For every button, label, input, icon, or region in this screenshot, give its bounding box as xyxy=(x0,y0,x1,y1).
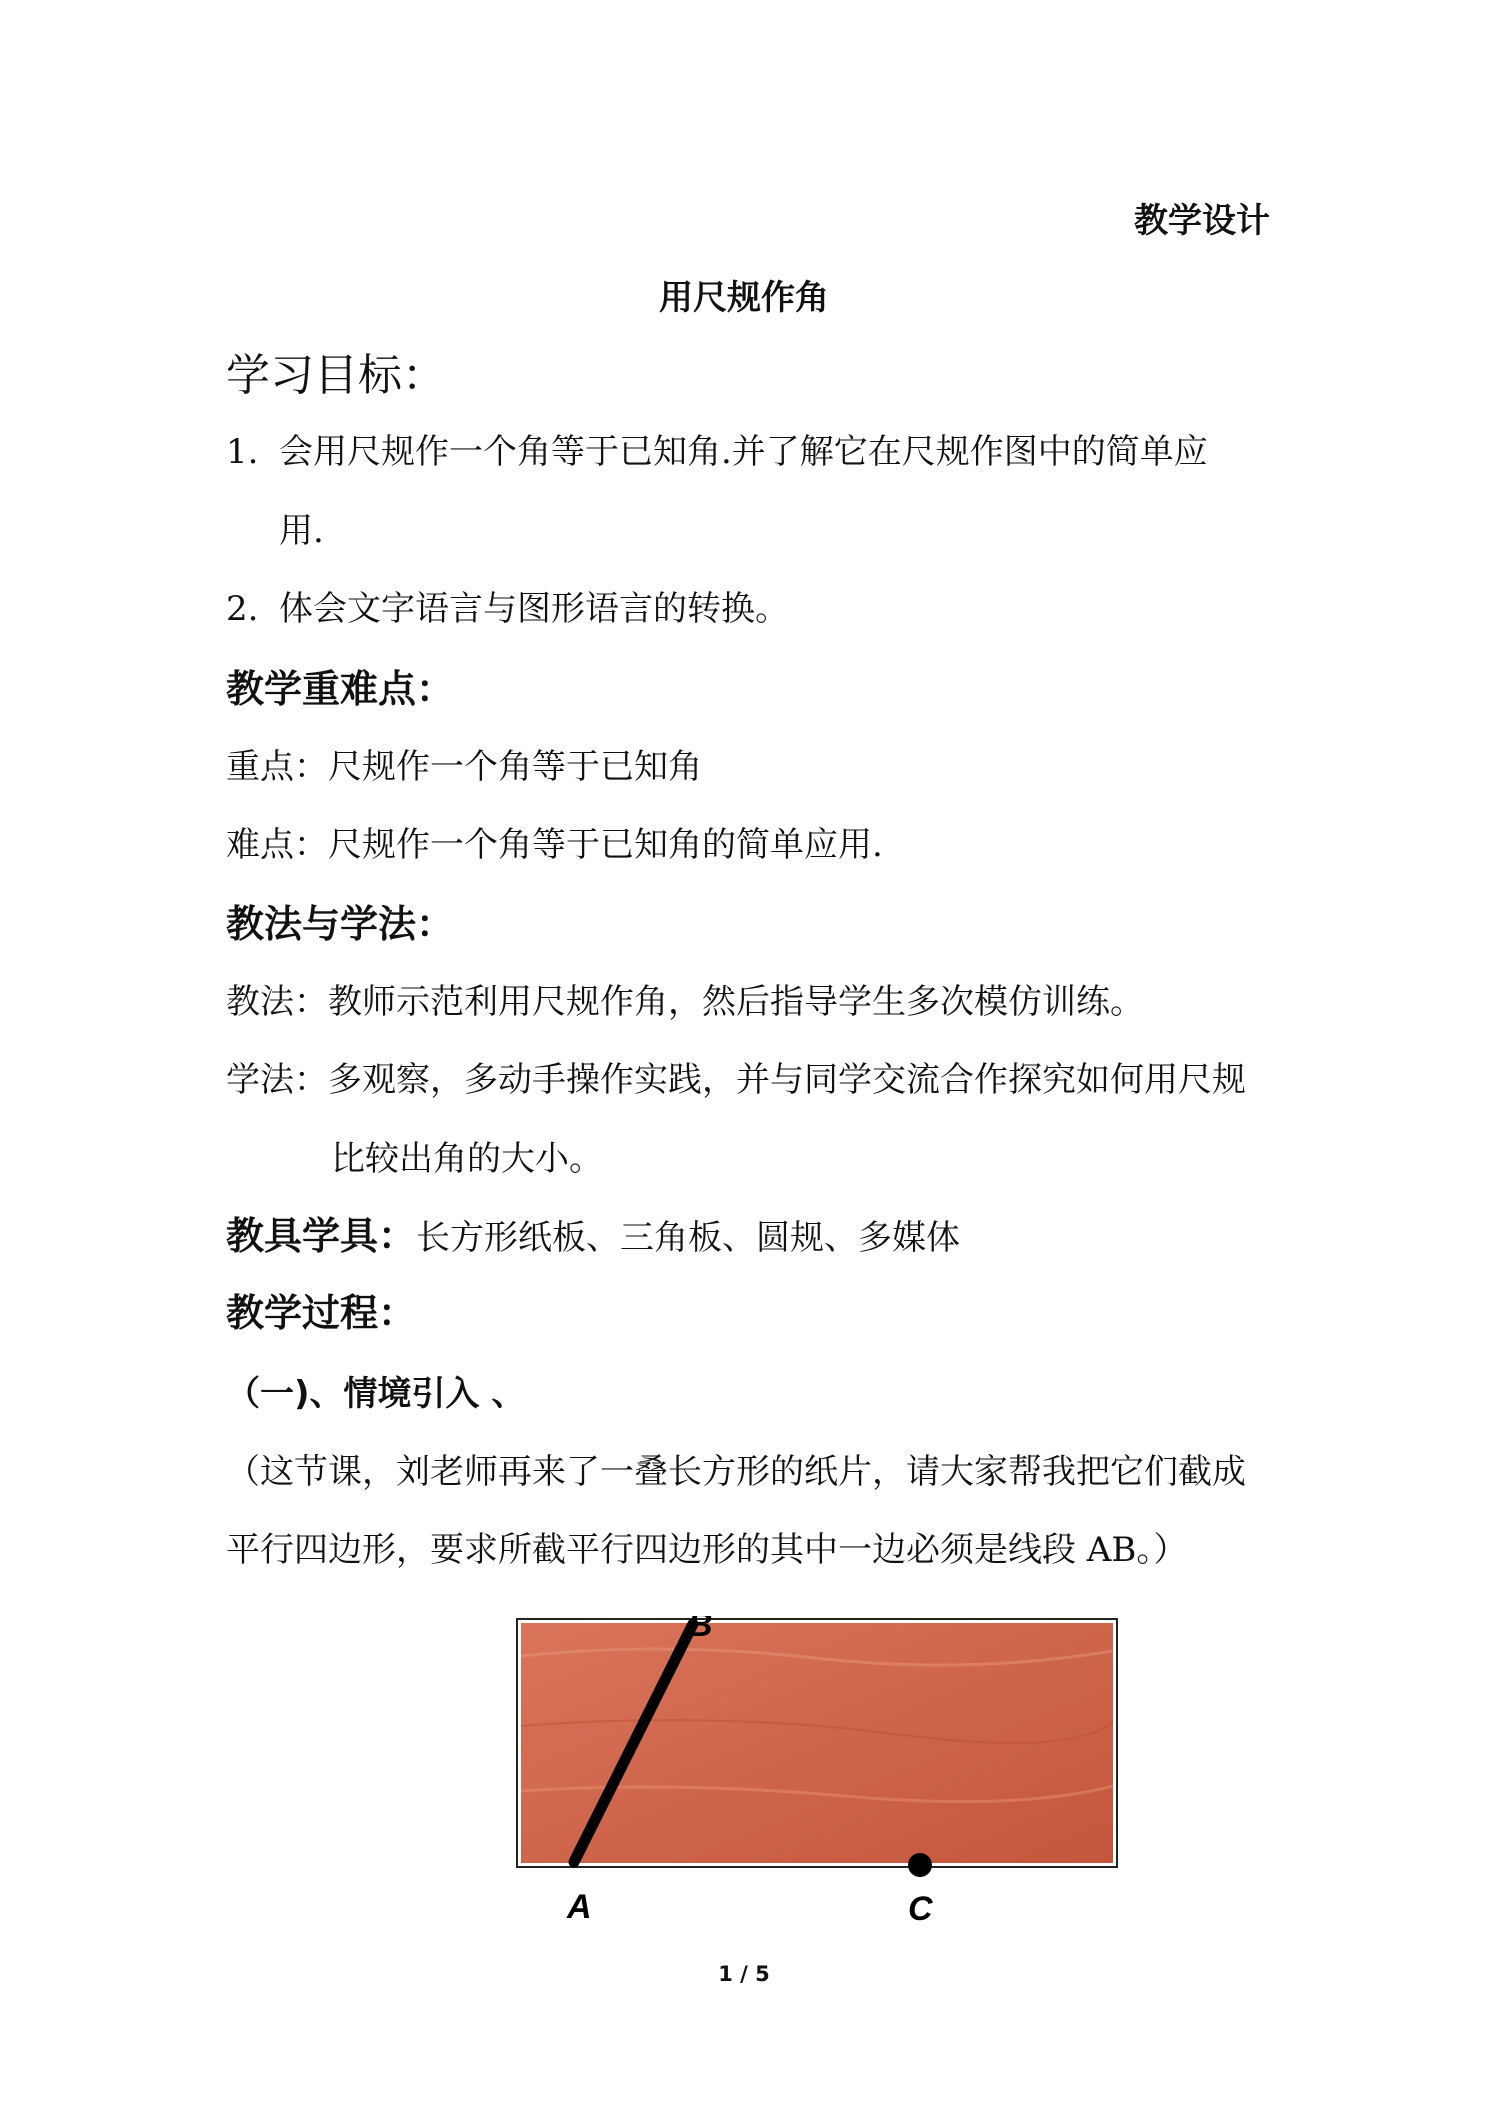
objective-1-continued: 用. xyxy=(279,511,324,551)
lesson-title: 用尺规作角 xyxy=(659,278,829,318)
objective-2-number: 2. xyxy=(226,589,259,629)
intro-paragraph: （这节课，刘老师再来了一叠长方形的纸片，请大家帮我把它们截成 xyxy=(226,1452,1246,1492)
focus-point: 重点：尺规作一个角等于已知角 xyxy=(226,747,702,787)
intro-paragraph-continued: 平行四边形，要求所截平行四边形的其中一边必须是线段 AB。） xyxy=(226,1530,1188,1570)
methods-heading: 教法与学法： xyxy=(226,902,455,946)
difficulty-point: 难点：尺规作一个角等于已知角的简单应用. xyxy=(226,825,883,865)
process-heading: 教学过程： xyxy=(226,1291,417,1335)
label-a: A xyxy=(567,1888,592,1926)
point-c-dot xyxy=(908,1853,932,1877)
teaching-method: 教法：教师示范利用尺规作角，然后指导学生多次模仿训练。 xyxy=(226,982,1144,1022)
tools-list: 长方形纸板、三角板、圆规、多媒体 xyxy=(416,1218,961,1258)
learning-method: 学法：多观察，多动手操作实践，并与同学交流合作探究如何用尺规 xyxy=(226,1060,1246,1100)
objective-1-text: 会用尺规作一个角等于已知角.并了解它在尺规作图中的简单应 xyxy=(279,432,1208,472)
label-c: C xyxy=(908,1890,933,1928)
label-b: B xyxy=(688,1616,713,1644)
tools-heading: 教具学具： xyxy=(226,1214,417,1258)
learning-method-continued: 比较出角的大小。 xyxy=(331,1139,603,1179)
rectangle-board-figure xyxy=(515,1616,1135,1946)
key-points-heading: 教学重难点： xyxy=(226,667,455,711)
section-1-heading: （一)、情境引入 、 xyxy=(226,1374,526,1414)
objectives-heading: 学习目标： xyxy=(226,350,446,401)
objective-1-number: 1. xyxy=(226,432,259,472)
figure-canvas xyxy=(515,1616,1135,1946)
document-type-label: 教学设计 xyxy=(1134,201,1270,241)
objective-2-text: 体会文字语言与图形语言的转换。 xyxy=(279,589,789,629)
page-number: 1 / 5 xyxy=(718,1962,770,1986)
tools-line xyxy=(226,1211,960,1261)
